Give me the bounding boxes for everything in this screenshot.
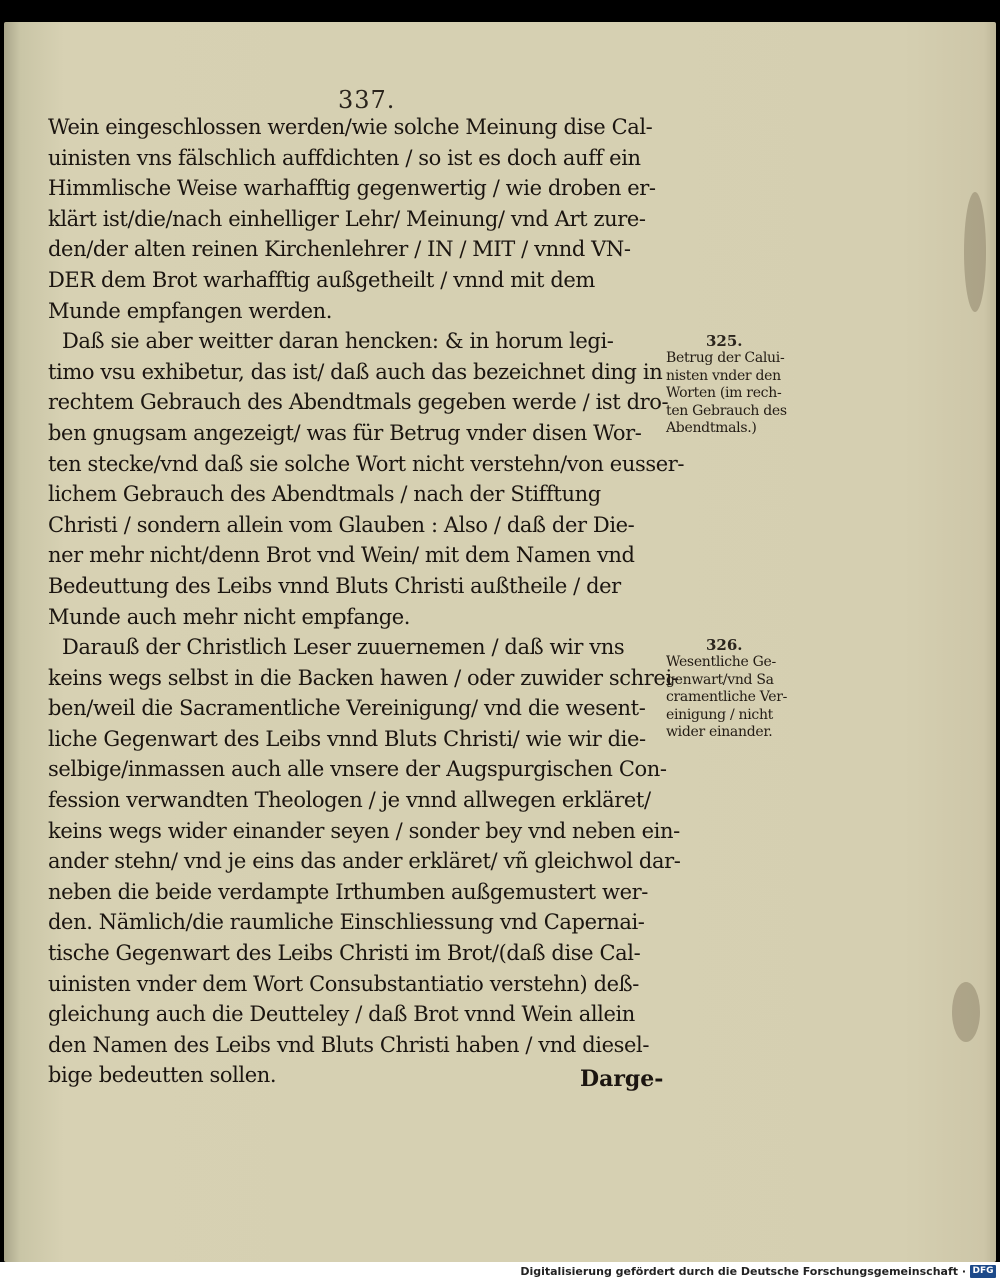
text-line: Himmlische Weise warhafftig gegenwertig / wie droben er- bbox=[48, 176, 656, 201]
paragraph-start-line: Daß sie aber weitter daran hencken: & in horum legi- bbox=[62, 329, 614, 354]
margin-note-line: einigung / nicht bbox=[666, 706, 774, 723]
text-line: Wein eingeschlossen werden/wie solche Meinung dise Cal- bbox=[48, 115, 653, 139]
text-line: DER dem Brot warhafftig außgetheilt / vnnd mit dem bbox=[48, 267, 595, 292]
main-text-block bbox=[48, 112, 685, 1091]
text-line: ben gnugsam angezeigt/ was für Betrug vnder disen Wor- bbox=[48, 420, 642, 445]
text-line: Munde auch mehr nicht empfange. bbox=[48, 604, 411, 629]
text-line: fession verwandten Theologen / je vnnd allwegen erkläret/ bbox=[48, 788, 651, 813]
text-line: keins wegs selbst in die Backen hawen / oder zuwider schrei- bbox=[48, 665, 679, 690]
text-line: ten stecke/vnd daß sie solche Wort nicht verstehn/von eusser- bbox=[48, 451, 685, 476]
text-line: ander stehn/ vnd je eins das ander erkläret/ vñ gleichwol dar- bbox=[48, 849, 681, 874]
text-line: den Namen des Leibs vnd Bluts Christi haben / vnd diesel- bbox=[48, 1032, 650, 1057]
paper-stain bbox=[952, 982, 980, 1042]
text-line: tische Gegenwart des Leibs Christi im Brot/(daß dise Cal- bbox=[48, 941, 641, 966]
margin-note-line: nisten vnder den bbox=[666, 367, 781, 384]
text-line: den. Nämlich/die raumliche Einschliessung vnd Capernai- bbox=[48, 910, 645, 935]
dfg-logo-icon[interactable]: DFG bbox=[970, 1265, 996, 1278]
text-line: bige bedeutten sollen. bbox=[48, 1063, 277, 1088]
text-line: neben die beide verdampte Irthumben außgemustert wer- bbox=[48, 879, 648, 904]
text-line: uinisten vns fälschlich auffdichten / so ist es doch auff ein bbox=[48, 145, 641, 170]
text-line: selbige/inmassen auch alle vnsere der Augspurgischen Con- bbox=[48, 757, 667, 782]
margin-note-line: Abendtmals.) bbox=[666, 420, 757, 436]
text-line: rechtem Gebrauch des Abendtmals gegeben werde / ist dro- bbox=[48, 390, 669, 415]
text-line: timo vsu exhibetur, das ist/ daß auch das bezeichnet ding in bbox=[48, 359, 663, 384]
footer-bar bbox=[0, 1262, 1000, 1282]
margin-note-326 bbox=[666, 636, 826, 742]
paper-stain bbox=[964, 192, 986, 312]
margin-note-line: Betrug der Calui- bbox=[666, 350, 785, 366]
text-line: ben/weil die Sacramentliche Vereinigung/ vnd die wesent- bbox=[48, 696, 646, 721]
text-line: gleichung auch die Deutteley / daß Brot vnnd Wein allein bbox=[48, 1002, 635, 1027]
margin-note-line: Wesentliche Ge- bbox=[666, 654, 776, 670]
page-number: 337. bbox=[338, 86, 396, 114]
text-line: ner mehr nicht/denn Brot vnd Wein/ mit dem Namen vnd bbox=[48, 543, 635, 568]
text-line: keins wegs wider einander seyen / sonder bey vnd neben ein- bbox=[48, 818, 680, 843]
text-line: lichem Gebrauch des Abendtmals / nach der Stifftung bbox=[48, 482, 601, 507]
text-line: klärt ist/die/nach einhelliger Lehr/ Meinung/ vnd Art zure- bbox=[48, 206, 646, 231]
margin-note-line: ten Gebrauch des bbox=[666, 402, 787, 419]
margin-note-325 bbox=[666, 332, 826, 438]
catch-word: Darge- bbox=[580, 1066, 664, 1092]
paragraph-start-line: Darauß der Christlich Leser zuuernemen / daß wir vns bbox=[62, 635, 625, 660]
footer-credit: Digitalisierung gefördert durch die Deutsche Forschungsgemeinschaft · bbox=[520, 1265, 966, 1278]
margin-note-line: wider einander. bbox=[666, 724, 773, 740]
text-line: Christi / sondern allein vom Glauben : Also / daß der Die- bbox=[48, 512, 635, 537]
text-line: uinisten vnder dem Wort Consubstantiatio verstehn) deß- bbox=[48, 971, 639, 996]
margin-note-line: cramentliche Ver- bbox=[666, 689, 788, 705]
margin-note-line: Worten (im rech- bbox=[666, 385, 782, 401]
text-line: Bedeuttung des Leibs vnnd Bluts Christi außtheile / der bbox=[48, 573, 621, 598]
margin-note-line: genwart/vnd Sa bbox=[666, 671, 774, 688]
text-line: den/der alten reinen Kirchenlehrer / IN / MIT / vnnd VN- bbox=[48, 237, 631, 262]
text-line: liche Gegenwart des Leibs vnnd Bluts Christi/ wie wir die- bbox=[48, 726, 646, 751]
margin-note-number: 326. bbox=[706, 636, 743, 654]
text-line: Munde empfangen werden. bbox=[48, 298, 333, 323]
margin-note-number: 325. bbox=[706, 332, 743, 350]
